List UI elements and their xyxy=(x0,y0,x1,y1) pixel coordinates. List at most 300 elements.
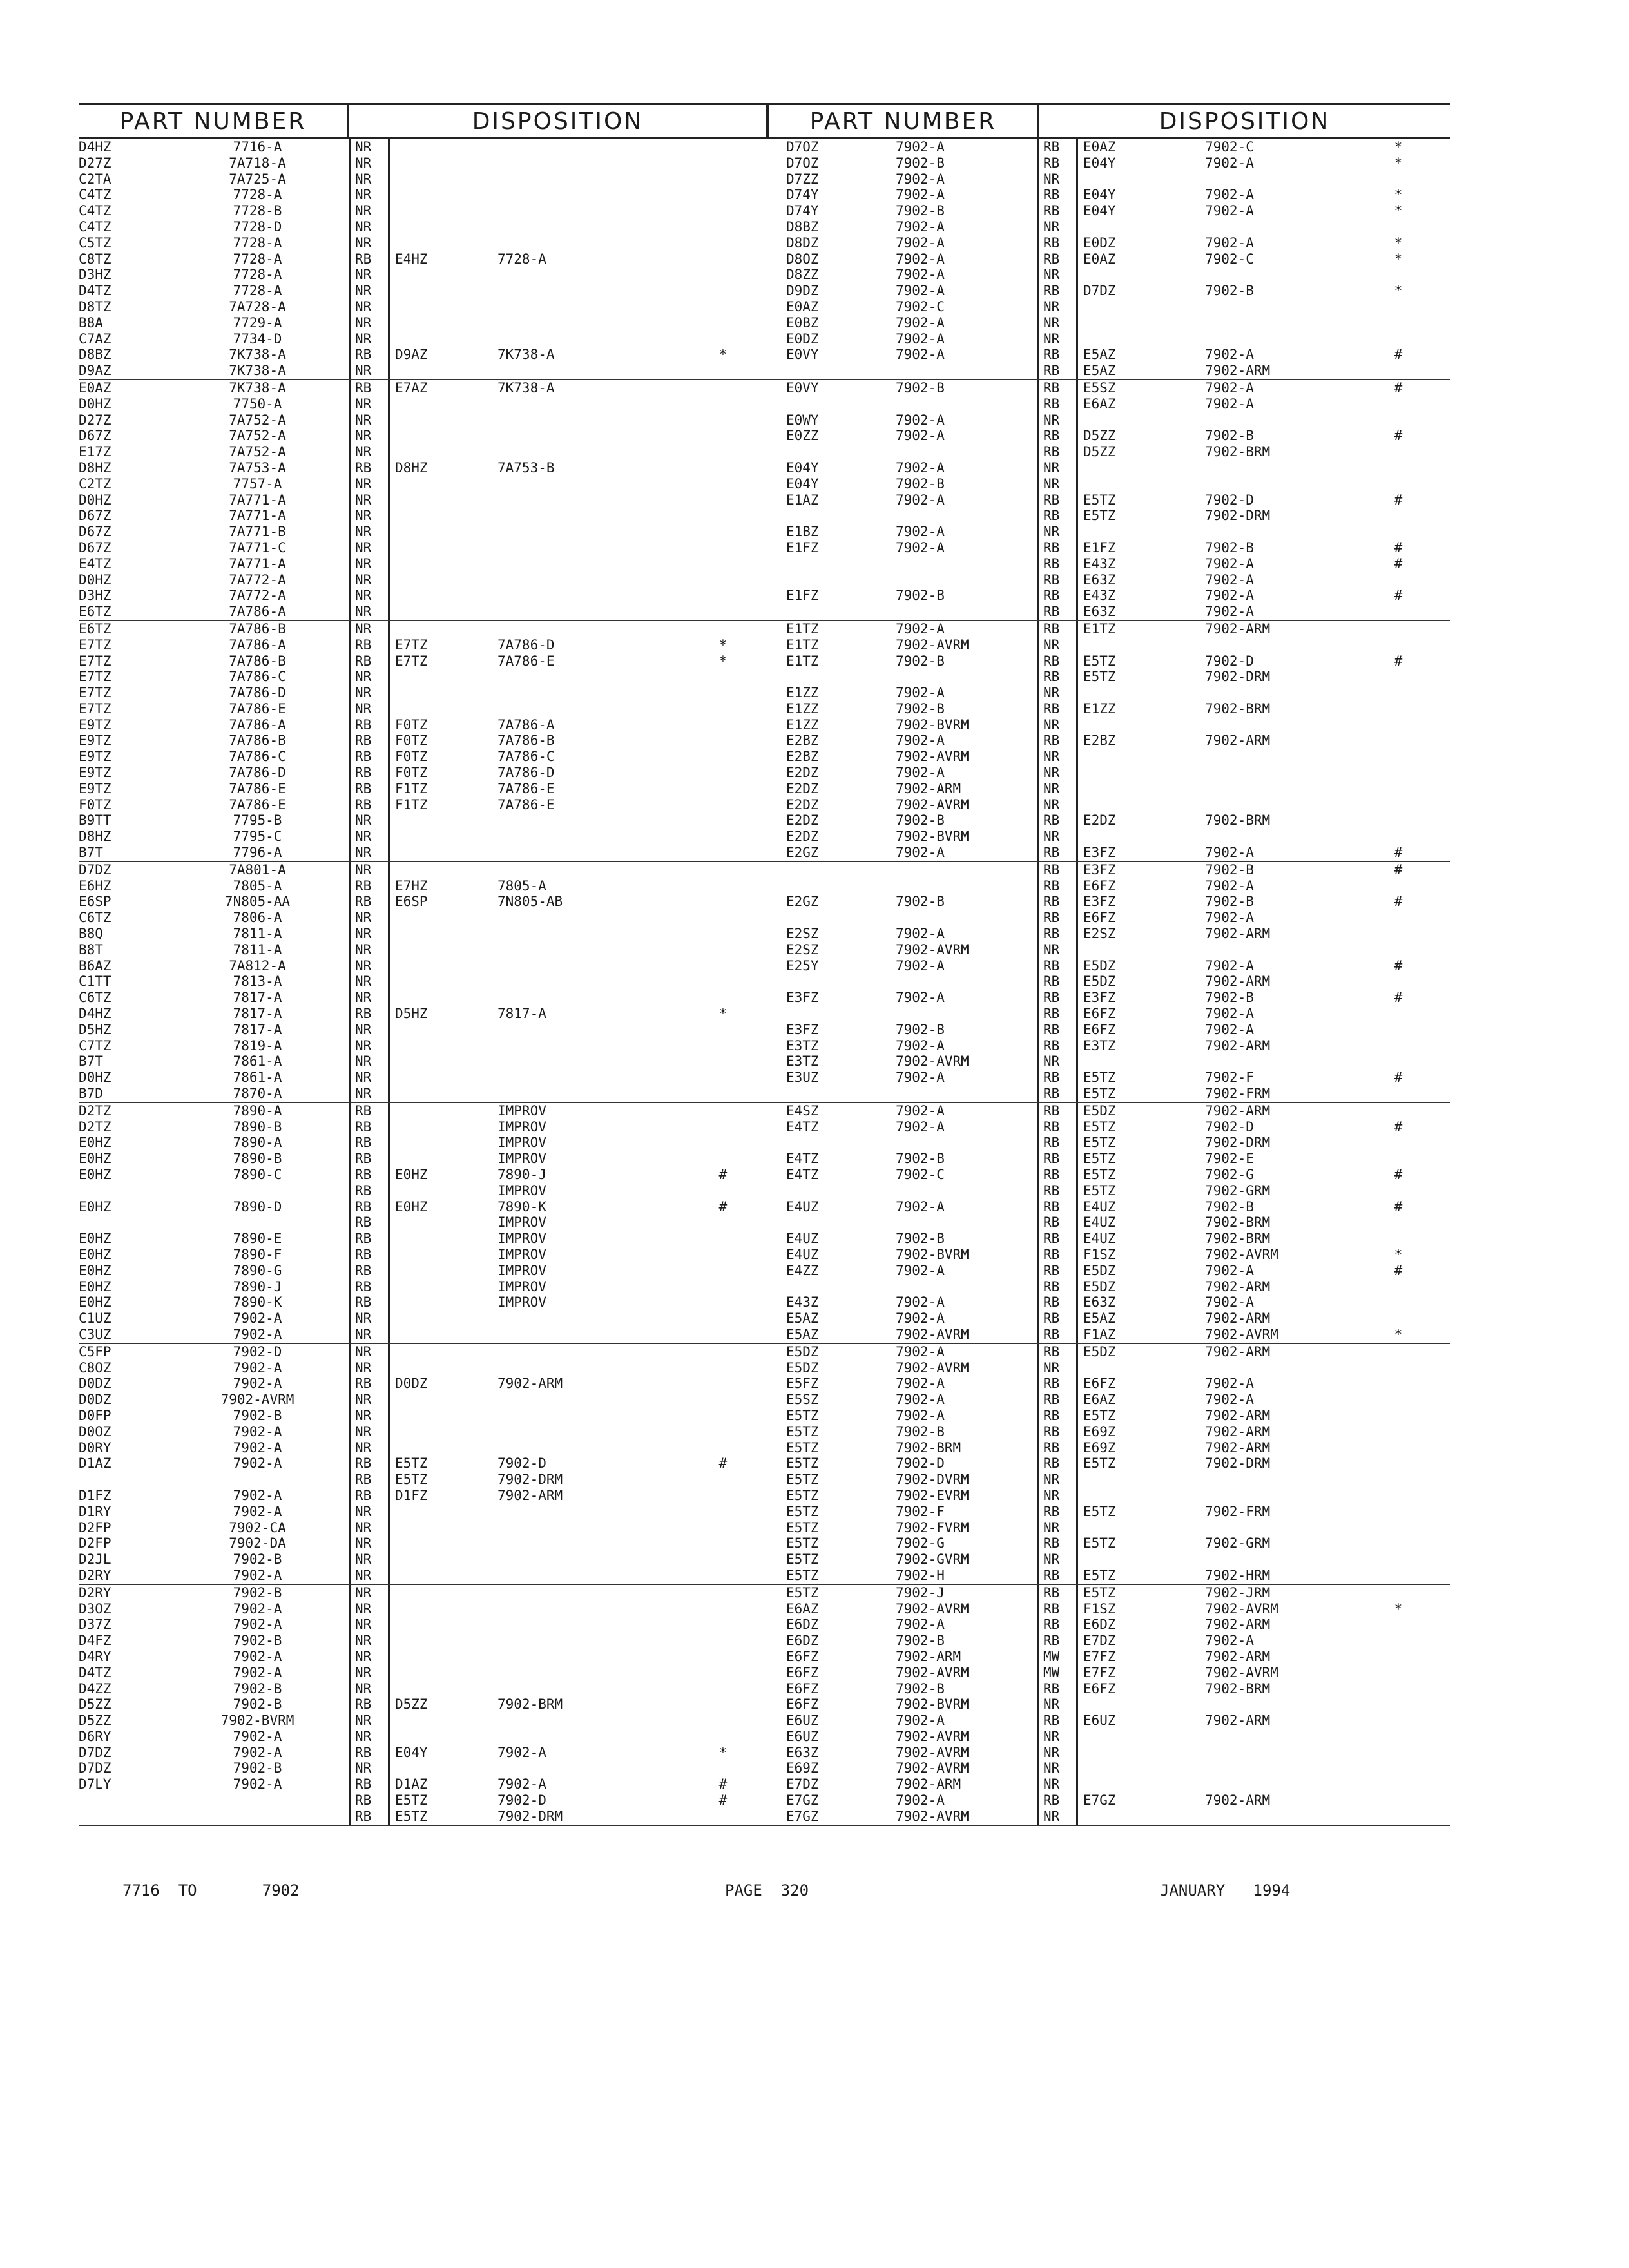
replacement-number: 7902-F xyxy=(1205,1070,1254,1086)
disposition-code: RB xyxy=(1037,1215,1076,1231)
replacement-number xyxy=(497,331,678,347)
part-number: 7902-B xyxy=(233,1633,282,1649)
disposition-code: RB xyxy=(1037,974,1076,990)
replacement-prefix: F0TZ xyxy=(388,717,497,733)
replacement-number xyxy=(497,990,678,1006)
note-mark xyxy=(678,942,768,958)
part-prefix: E7TZ xyxy=(79,669,111,685)
part-number: 7902-A xyxy=(233,1728,282,1744)
table-row xyxy=(767,1263,1450,1279)
part-prefix: C8OZ xyxy=(79,1360,111,1376)
part-number: 7806-A xyxy=(233,910,282,926)
replacement-number xyxy=(497,315,678,331)
table-row xyxy=(79,942,768,958)
table-row xyxy=(767,1456,1450,1472)
part-prefix: D4ZZ xyxy=(79,1680,111,1696)
row-group xyxy=(767,1103,1450,1344)
table-row xyxy=(79,572,768,588)
note-mark xyxy=(678,460,768,476)
note-mark xyxy=(678,1760,768,1776)
disposition-code: NR xyxy=(349,1311,388,1327)
note-mark: # xyxy=(718,1792,728,1809)
disposition-code: RB xyxy=(1037,139,1076,155)
replacement-number xyxy=(497,910,678,926)
part-prefix xyxy=(767,572,883,588)
table-row xyxy=(79,1279,768,1295)
table-row xyxy=(767,1022,1450,1038)
replacement-prefix: E5TZ xyxy=(388,1792,497,1809)
part-number: 7902-A xyxy=(896,492,945,508)
replacement-prefix: E7FZ xyxy=(1076,1665,1205,1681)
part-number: 7902-A xyxy=(896,539,945,555)
replacement-prefix: E2DZ xyxy=(1076,812,1205,829)
part-prefix: E0HZ xyxy=(79,1246,111,1262)
note-mark xyxy=(1347,1809,1450,1825)
replacement-number xyxy=(1205,1472,1347,1488)
replacement-number: 7902-A xyxy=(1205,1294,1254,1311)
table-row xyxy=(79,588,768,604)
part-number: 7728-A xyxy=(233,283,282,299)
replacement-prefix: E5TZ xyxy=(388,1809,497,1825)
replacement-prefix: E5DZ xyxy=(1076,958,1205,974)
replacement-prefix xyxy=(1076,637,1205,653)
disposition-code: NR xyxy=(349,1729,388,1745)
disposition-code: NR xyxy=(1037,1809,1076,1825)
note-mark xyxy=(678,1696,768,1713)
part-prefix: E0HZ xyxy=(79,1231,111,1247)
disposition-code: NR xyxy=(1037,219,1076,235)
replacement-prefix xyxy=(388,926,497,942)
part-prefix: E6FZ xyxy=(786,1680,819,1696)
table-row xyxy=(767,894,1450,910)
part-prefix: E5TZ xyxy=(786,1456,819,1472)
replacement-prefix xyxy=(388,396,497,412)
replacement-prefix: E5TZ xyxy=(388,1472,497,1488)
part-number: 7902-A xyxy=(896,524,945,540)
disposition-code: RB xyxy=(1037,1294,1076,1311)
table-row xyxy=(79,508,768,524)
table-row xyxy=(767,588,1450,604)
disposition-code: NR xyxy=(349,1344,388,1360)
part-number: 7902-A xyxy=(896,1343,945,1360)
table-row xyxy=(767,990,1450,1006)
part-prefix: E3TZ xyxy=(786,1037,819,1053)
replacement-prefix xyxy=(388,1022,497,1038)
disposition-code: RB xyxy=(349,781,388,797)
part-number: 7902-B xyxy=(896,700,945,716)
part-number: 7902-B xyxy=(896,894,945,910)
note-mark xyxy=(678,524,768,540)
replacement-number: 7902-DRM xyxy=(497,1472,563,1488)
table-row xyxy=(79,974,768,990)
part-prefix: E6FZ xyxy=(786,1648,819,1664)
replacement-number xyxy=(1205,1760,1347,1776)
note-mark xyxy=(1347,1344,1450,1360)
replacement-prefix: E6UZ xyxy=(1076,1713,1205,1729)
disposition-code: NR xyxy=(349,942,388,958)
note-mark xyxy=(678,1022,768,1038)
part-number: 7902-A xyxy=(896,1262,945,1278)
part-number: 7902-AVRM xyxy=(896,1664,969,1680)
disposition-code: RB xyxy=(1037,1344,1076,1360)
replacement-number xyxy=(497,235,678,251)
disposition-code: NR xyxy=(349,299,388,315)
disposition-code: NR xyxy=(349,990,388,1006)
replacement-prefix: E5TZ xyxy=(1076,1135,1205,1151)
part-prefix xyxy=(79,1183,166,1199)
part-number: 7890-D xyxy=(233,1198,282,1215)
part-prefix: C1UZ xyxy=(79,1311,111,1327)
replacement-number: 7A786-E xyxy=(497,780,555,796)
part-prefix: E7TZ xyxy=(79,637,111,653)
table-row xyxy=(767,1408,1450,1424)
part-number xyxy=(883,1279,1037,1295)
table-row xyxy=(767,1776,1450,1792)
replacement-number xyxy=(1205,717,1347,733)
replacement-number: 7902-A xyxy=(1205,1633,1254,1649)
replacement-prefix: D5ZZ xyxy=(388,1696,497,1713)
note-mark xyxy=(678,315,768,331)
replacement-number xyxy=(497,219,678,235)
replacement-number: 7902-D xyxy=(497,1456,546,1472)
table-row xyxy=(767,1360,1450,1376)
note-mark xyxy=(678,251,768,267)
part-prefix: E4TZ xyxy=(79,555,111,572)
table-row xyxy=(767,1665,1450,1681)
note-mark: # xyxy=(1394,539,1403,555)
replacement-number: 7A786-A xyxy=(497,716,555,733)
part-prefix: E2DZ xyxy=(786,796,819,812)
part-prefix: E5TZ xyxy=(786,1439,819,1456)
replacement-prefix: D5ZZ xyxy=(1076,444,1205,460)
part-number: 7A772-A xyxy=(229,572,286,588)
disposition-code: RB xyxy=(1037,492,1076,508)
replacement-prefix: E5AZ xyxy=(1076,363,1205,379)
table-row xyxy=(767,396,1450,412)
table-row xyxy=(79,1392,768,1408)
table-row xyxy=(767,1424,1450,1440)
replacement-prefix: E43Z xyxy=(1076,556,1205,572)
part-number: 7902-BVRM xyxy=(896,1246,969,1262)
disposition-code: RB xyxy=(349,1119,388,1135)
replacement-prefix xyxy=(1076,412,1205,428)
note-mark: * xyxy=(718,653,728,669)
note-mark xyxy=(678,910,768,926)
part-prefix: E0HZ xyxy=(79,1198,111,1215)
replacement-number: 7902-ARM xyxy=(1205,926,1271,942)
replacement-prefix xyxy=(388,1231,497,1247)
replacement-number xyxy=(1205,476,1347,492)
disposition-code: NR xyxy=(349,155,388,171)
note-mark xyxy=(1347,974,1450,990)
left-table-header xyxy=(79,103,768,139)
disposition-code: RB xyxy=(349,797,388,813)
replacement-prefix xyxy=(388,1568,497,1584)
part-number: 7902-A xyxy=(896,1617,945,1633)
replacement-prefix: E5SZ xyxy=(1076,380,1205,396)
table-row xyxy=(79,894,768,910)
part-number: 7902-A xyxy=(896,139,945,155)
table-row xyxy=(79,1344,768,1360)
table-row xyxy=(79,990,768,1006)
replacement-prefix: E6FZ xyxy=(1076,878,1205,894)
note-mark xyxy=(1347,1424,1450,1440)
replacement-number xyxy=(497,508,678,524)
table-row xyxy=(767,1294,1450,1311)
replacement-number xyxy=(497,845,678,861)
part-prefix: D0HZ xyxy=(79,1070,111,1086)
part-number: 7902-A xyxy=(233,1648,282,1664)
part-prefix xyxy=(767,1086,883,1102)
note-mark xyxy=(678,685,768,701)
part-prefix: E4SZ xyxy=(786,1102,819,1119)
part-prefix: D0OZ xyxy=(79,1423,111,1439)
part-prefix: D0FP xyxy=(79,1407,111,1423)
part-number: 7A786-E xyxy=(229,700,286,716)
replacement-prefix xyxy=(388,1183,497,1199)
part-number xyxy=(883,1215,1037,1231)
table-row xyxy=(767,1119,1450,1135)
note-mark xyxy=(678,1215,768,1231)
replacement-number: 7902-A xyxy=(1205,155,1254,171)
replacement-prefix: E04Y xyxy=(1076,155,1205,171)
table-row xyxy=(767,1086,1450,1102)
note-mark: # xyxy=(1394,1167,1403,1182)
note-mark xyxy=(1347,701,1450,717)
note-mark xyxy=(1347,1776,1450,1792)
replacement-number xyxy=(497,1022,678,1038)
replacement-prefix xyxy=(1076,1552,1205,1568)
table-row xyxy=(79,653,768,669)
part-prefix: E6UZ xyxy=(786,1728,819,1744)
replacement-number: 7902-BRM xyxy=(1205,1680,1271,1696)
disposition-code: RB xyxy=(1037,1119,1076,1135)
part-number: 7795-B xyxy=(233,812,282,829)
replacement-prefix: E6FZ xyxy=(1076,1022,1205,1038)
replacement-prefix: D5ZZ xyxy=(1076,428,1205,444)
part-prefix: D7DZ xyxy=(79,1760,111,1776)
part-prefix: E2BZ xyxy=(786,733,819,749)
replacement-prefix xyxy=(1076,476,1205,492)
table-row xyxy=(767,540,1450,556)
disposition-code: NR xyxy=(349,621,388,637)
replacement-number: 7A753-B xyxy=(497,459,555,476)
row-group xyxy=(79,862,768,1103)
table-row xyxy=(79,1183,768,1199)
table-row xyxy=(79,1760,768,1776)
part-prefix: E0HZ xyxy=(79,1262,111,1278)
replacement-number: 7902-A xyxy=(1205,203,1254,219)
part-number xyxy=(883,604,1037,620)
replacement-prefix: E04Y xyxy=(1076,187,1205,203)
replacement-prefix xyxy=(388,942,497,958)
note-mark xyxy=(678,572,768,588)
part-number: 7902-AVRM xyxy=(896,1760,969,1776)
note-mark xyxy=(678,412,768,428)
disposition-code: RB xyxy=(1037,1022,1076,1038)
replacement-prefix: E7DZ xyxy=(1076,1633,1205,1649)
disposition-code: RB xyxy=(349,251,388,267)
replacement-prefix: F1AZ xyxy=(1076,1327,1205,1343)
part-prefix: D8TZ xyxy=(79,298,111,314)
note-mark xyxy=(678,588,768,604)
replacement-number: 7902-ARM xyxy=(1205,1037,1271,1053)
part-prefix: E6DZ xyxy=(786,1617,819,1633)
replacement-prefix: E0DZ xyxy=(1076,235,1205,251)
replacement-prefix xyxy=(388,1247,497,1263)
replacement-prefix xyxy=(388,1760,497,1776)
replacement-number xyxy=(1205,781,1347,797)
table-row xyxy=(79,251,768,267)
table-row xyxy=(767,717,1450,733)
disposition-code: NR xyxy=(1037,637,1076,653)
replacement-prefix xyxy=(1076,942,1205,958)
part-number: 7A786-B xyxy=(229,733,286,749)
part-prefix: E69Z xyxy=(786,1760,819,1776)
note-mark xyxy=(678,187,768,203)
note-mark xyxy=(678,1552,768,1568)
table-row xyxy=(767,1006,1450,1022)
part-prefix: E6DZ xyxy=(786,1633,819,1649)
replacement-number xyxy=(497,1070,678,1086)
table-row xyxy=(79,1327,768,1343)
part-prefix xyxy=(767,363,883,379)
note-mark xyxy=(678,363,768,379)
part-prefix: E04Y xyxy=(786,476,819,492)
note-mark xyxy=(1347,1472,1450,1488)
part-prefix: C7TZ xyxy=(79,1037,111,1053)
disposition-code: RB xyxy=(1037,508,1076,524)
replacement-prefix: E5TZ xyxy=(1076,1151,1205,1167)
table-row xyxy=(767,171,1450,187)
disposition-code: NR xyxy=(349,476,388,492)
table-row xyxy=(767,331,1450,347)
disposition-code: NR xyxy=(349,1408,388,1424)
replacement-number xyxy=(1205,749,1347,765)
note-mark xyxy=(1347,1504,1450,1520)
replacement-prefix xyxy=(1076,685,1205,701)
replacement-prefix: E6AZ xyxy=(1076,396,1205,412)
part-prefix: D1AZ xyxy=(79,1456,111,1472)
part-number: 7902-B xyxy=(896,1231,945,1247)
disposition-code: NR xyxy=(349,235,388,251)
replacement-number xyxy=(497,701,678,717)
table-row xyxy=(767,1520,1450,1536)
table-row xyxy=(79,926,768,942)
table-row xyxy=(767,1311,1450,1327)
disposition-code: RB xyxy=(349,1472,388,1488)
table-row xyxy=(767,812,1450,829)
replacement-number xyxy=(497,1585,678,1601)
part-number: 7902-AVRM xyxy=(896,637,969,653)
part-number: 7902-DA xyxy=(229,1535,286,1552)
replacement-prefix: E4UZ xyxy=(1076,1231,1205,1247)
replacement-number: 7805-A xyxy=(497,878,546,894)
note-mark xyxy=(678,1183,768,1199)
replacement-prefix xyxy=(388,171,497,187)
disposition-code: RB xyxy=(1037,1440,1076,1456)
part-prefix: B9TT xyxy=(79,812,111,829)
table-row xyxy=(767,1792,1450,1809)
part-prefix: F0TZ xyxy=(79,796,111,812)
note-mark: # xyxy=(1394,894,1403,910)
part-prefix: E4TZ xyxy=(786,1119,819,1135)
replacement-number: 7902-A xyxy=(1205,572,1254,588)
note-mark xyxy=(1347,1440,1450,1456)
part-prefix: E3UZ xyxy=(786,1070,819,1086)
part-prefix xyxy=(79,1215,166,1231)
part-number: 7902-A xyxy=(896,1407,945,1423)
disposition-code: RB xyxy=(1037,1135,1076,1151)
part-number: 7902-B xyxy=(233,1584,282,1600)
replacement-number: 7902-A xyxy=(1205,604,1254,620)
replacement-number: 7902-BRM xyxy=(497,1696,563,1713)
replacement-number: 7902-A xyxy=(1205,878,1254,894)
disposition-code: RB xyxy=(349,1231,388,1247)
replacement-number: 7902-C xyxy=(1205,251,1254,267)
part-number: 7861-A xyxy=(233,1070,282,1086)
note-mark: * xyxy=(1394,187,1403,203)
part-prefix: C2TZ xyxy=(79,476,111,492)
part-prefix: E1FZ xyxy=(786,539,819,555)
table-row xyxy=(767,829,1450,845)
table-row xyxy=(767,508,1450,524)
note-mark xyxy=(1347,878,1450,894)
replacement-number: 7902-A xyxy=(1205,1392,1254,1408)
table-row xyxy=(79,733,768,749)
table-row xyxy=(79,1792,768,1809)
note-mark xyxy=(1347,829,1450,845)
disposition-code: RB xyxy=(349,1456,388,1472)
replacement-number: 7A786-D xyxy=(497,637,555,653)
disposition-code: NR xyxy=(1037,1360,1076,1376)
part-prefix: E7TZ xyxy=(79,700,111,716)
replacement-prefix xyxy=(388,1520,497,1536)
replacement-number: 7902-ARM xyxy=(1205,1439,1271,1456)
part-number: 7902-AVRM xyxy=(896,1600,969,1617)
note-mark xyxy=(678,235,768,251)
table-row xyxy=(767,1681,1450,1697)
replacement-prefix: E1FZ xyxy=(1076,540,1205,556)
note-mark xyxy=(1347,1392,1450,1408)
replacement-number xyxy=(497,283,678,299)
disposition-code: RB xyxy=(1037,1086,1076,1102)
table-row xyxy=(79,315,768,331)
replacement-prefix xyxy=(388,1070,497,1086)
table-row xyxy=(79,380,768,396)
table-row xyxy=(79,1681,768,1697)
part-number: 7A801-A xyxy=(229,861,286,878)
replacement-prefix: E6FZ xyxy=(1076,1681,1205,1697)
replacement-prefix xyxy=(388,444,497,460)
replacement-number xyxy=(1205,460,1347,476)
disposition-code: NR xyxy=(349,829,388,845)
table-row xyxy=(79,669,768,685)
note-mark xyxy=(678,797,768,813)
table-row xyxy=(767,1038,1450,1054)
table-row xyxy=(79,267,768,283)
note-mark xyxy=(678,717,768,733)
part-prefix: D7LY xyxy=(79,1776,111,1792)
part-number: 7902-A xyxy=(896,459,945,476)
table-row xyxy=(79,556,768,572)
replacement-number xyxy=(497,444,678,460)
part-number: 7902-B xyxy=(233,1760,282,1776)
disposition-code: RB xyxy=(349,1006,388,1022)
replacement-prefix xyxy=(1076,1745,1205,1761)
note-mark xyxy=(1347,299,1450,315)
replacement-prefix: E6AZ xyxy=(1076,1392,1205,1408)
